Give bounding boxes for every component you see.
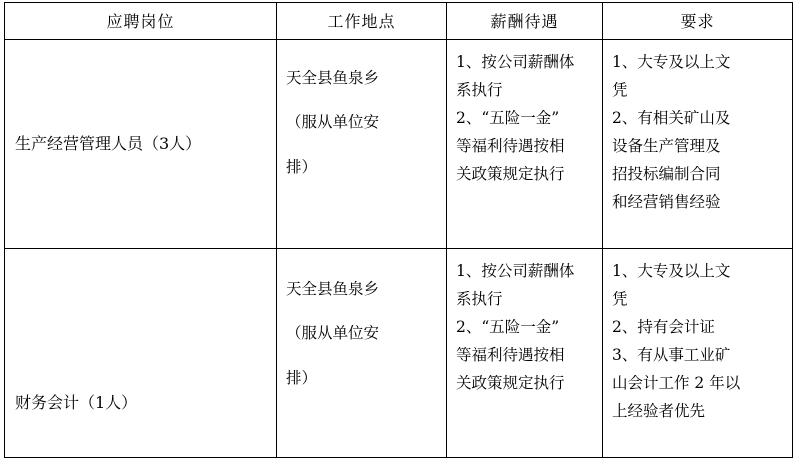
- salary-line: 关政策规定执行: [456, 165, 565, 183]
- location-text: [277, 40, 446, 182]
- salary-line: 系执行: [456, 290, 503, 308]
- table-row: [5, 40, 793, 249]
- cell-position: [5, 249, 277, 458]
- location-line: 天全县鱼泉乡: [286, 68, 380, 87]
- requirement-line: 上经验者优先: [612, 402, 706, 420]
- cell-location: [277, 40, 447, 249]
- recruitment-table: [4, 2, 793, 458]
- cell-salary: [447, 40, 603, 249]
- location-line: 排）: [286, 157, 318, 176]
- requirement-line: 3、有从事工业矿: [612, 346, 731, 364]
- salary-line: 2、“五险一金”: [456, 109, 560, 127]
- location-text: [277, 249, 446, 393]
- salary-text: [447, 40, 602, 194]
- requirement-line: 1、大专及以上文: [612, 53, 731, 71]
- column-header-position-label: 应聘岗位: [106, 11, 175, 31]
- column-header-salary: [447, 3, 603, 40]
- cell-location: [277, 249, 447, 458]
- location-line: （服从单位安: [286, 113, 380, 131]
- salary-text: [447, 249, 602, 403]
- column-header-requirement-label: 要求: [680, 11, 715, 31]
- column-header-requirement: [603, 3, 793, 40]
- position-text: 生产经营管理人员（3人）: [15, 134, 202, 153]
- salary-line: 系执行: [456, 81, 503, 99]
- table-row: [5, 249, 793, 458]
- salary-line: 1、按公司薪酬体: [456, 262, 575, 280]
- requirement-line: 设备生产管理及: [612, 137, 721, 155]
- requirement-line: 1、大专及以上文: [612, 262, 731, 280]
- table-header: [5, 3, 793, 40]
- requirement-line: 和经营销售经验: [612, 193, 721, 211]
- table-body: [5, 40, 793, 458]
- cell-position: [5, 40, 277, 249]
- column-header-location-label: 工作地点: [327, 11, 396, 31]
- column-header-salary-label: 薪酬待遇: [490, 11, 559, 31]
- position-wrap: [5, 40, 276, 248]
- location-line: 天全县鱼泉乡: [286, 279, 380, 298]
- column-header-position: [5, 3, 277, 40]
- position-wrap: [5, 249, 276, 457]
- cell-requirement: [603, 249, 793, 458]
- salary-line: 等福利待遇按相: [456, 346, 565, 364]
- requirement-line: 2、有相关矿山及: [612, 109, 731, 127]
- requirement-line: 凭: [612, 81, 628, 99]
- column-header-location: [277, 3, 447, 40]
- position-text: 财务会计（1人）: [15, 393, 138, 412]
- requirement-text: [603, 40, 792, 222]
- document-page: [0, 2, 800, 472]
- requirement-line: 2、持有会计证: [612, 318, 715, 336]
- requirement-line: 凭: [612, 290, 628, 308]
- requirement-text: [603, 249, 792, 431]
- location-line: （服从单位安: [286, 324, 380, 342]
- requirement-line: 山会计工作 2 年以: [612, 374, 741, 392]
- table-header-row: [5, 3, 793, 40]
- location-line: 排）: [286, 368, 318, 387]
- cell-salary: [447, 249, 603, 458]
- salary-line: 等福利待遇按相: [456, 137, 565, 155]
- salary-line: 2、“五险一金”: [456, 318, 560, 336]
- salary-line: 1、按公司薪酬体: [456, 53, 575, 71]
- cell-requirement: [603, 40, 793, 249]
- salary-line: 关政策规定执行: [456, 374, 565, 392]
- requirement-line: 招投标编制合同: [612, 165, 721, 183]
